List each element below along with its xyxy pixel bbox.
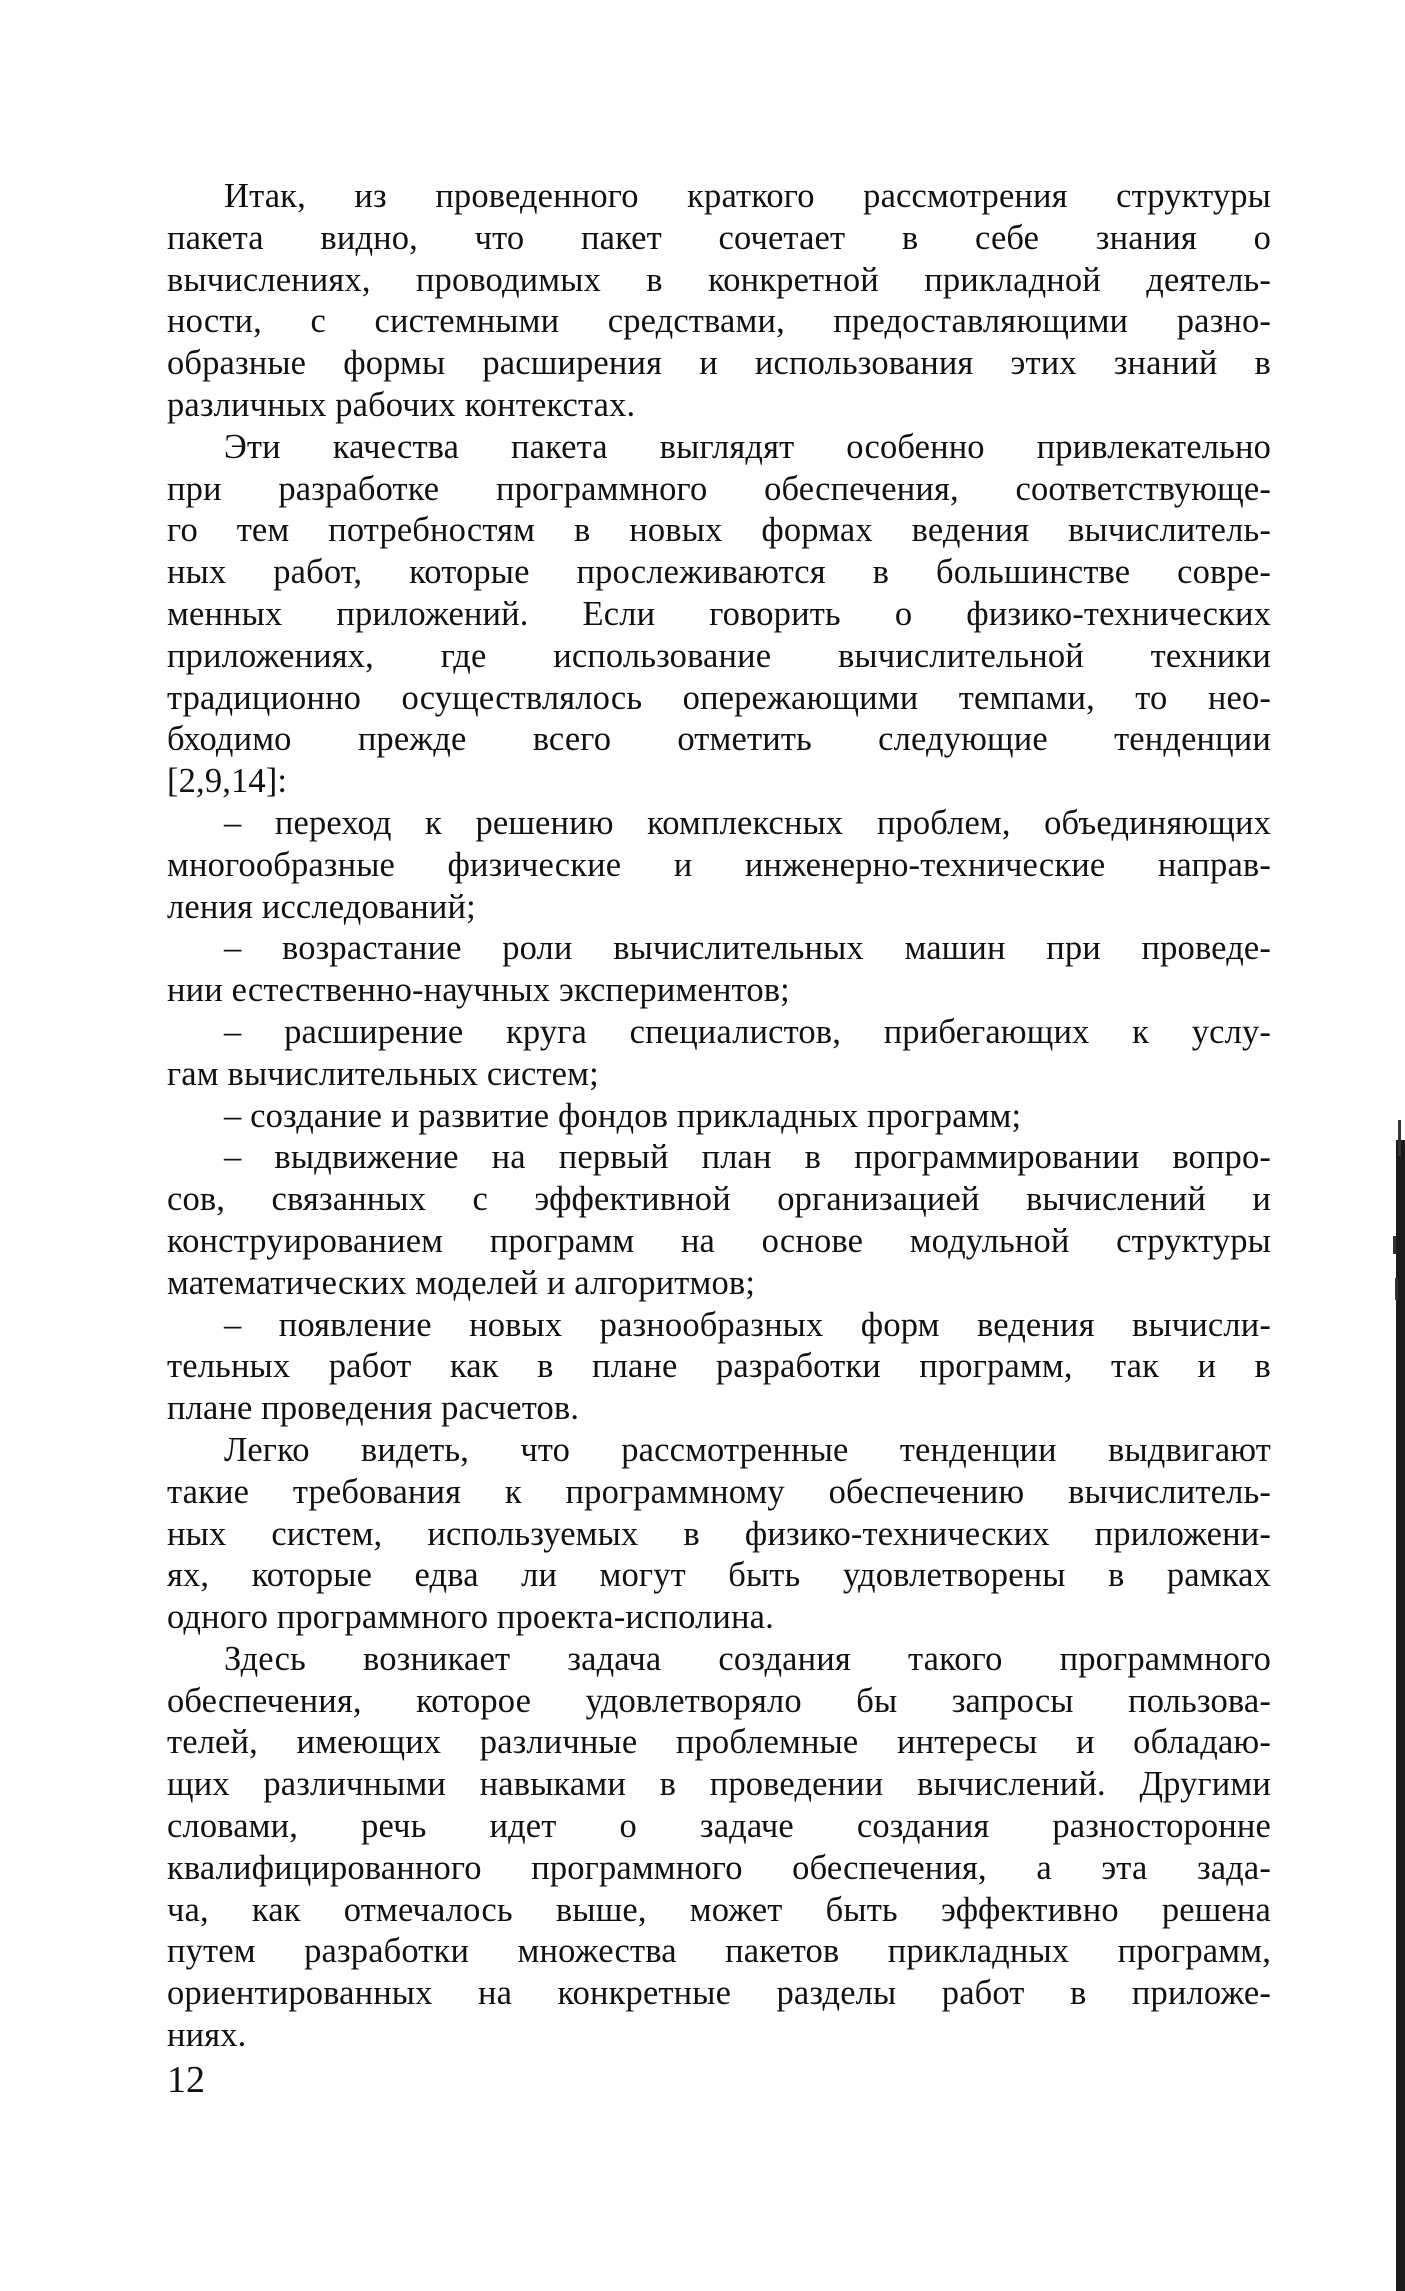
list-item-line: сов, связанных с эффективной организацией вычислений и: [167, 1180, 1271, 1219]
text-line: словами, речь идет о задаче создания разносторонне: [167, 1807, 1271, 1846]
text-line: различных рабочих контекстах.: [167, 385, 636, 424]
text-line: квалифицированного программного обеспечения, а эта зада-: [167, 1848, 1271, 1887]
text-line: ных работ, которые прослеживаются в большинстве совре-: [167, 553, 1271, 592]
text-line: одного программного проекта-исполина.: [167, 1598, 774, 1637]
list-item-line: – появление новых разнообразных форм ведения вычисли-: [224, 1305, 1271, 1344]
text-line: Итак, из проведенного краткого рассмотрения структуры: [224, 177, 1271, 215]
body-text: [167, 176, 1271, 2057]
list-item-line: конструированием программ на основе модульной структуры: [167, 1221, 1271, 1260]
list-item-line: тельных работ как в плане разработки программ, так и в: [167, 1347, 1271, 1386]
scan-edge-shadow: [1396, 1140, 1405, 2291]
list-item-line: математических моделей и алгоритмов;: [167, 1263, 756, 1302]
text-line: при разработке программного обеспечения, соответствующе-: [167, 469, 1271, 508]
text-line: приложениях, где использование вычислительной техники: [167, 636, 1271, 675]
list-item-line: – переход к решению комплексных проблем, объединяющих: [224, 803, 1271, 842]
text-line: такие требования к программному обеспечению вычислитель-: [167, 1472, 1271, 1511]
list-item-line: нии естественно-научных экспериментов;: [167, 971, 790, 1010]
text-line: щих различными навыками в проведении вычислений. Другими: [167, 1765, 1271, 1804]
text-line: обеспечения, которое удовлетворяло бы запросы пользова-: [167, 1681, 1271, 1720]
list-item-line: ления исследований;: [167, 887, 476, 926]
text-line: ниях.: [167, 2016, 247, 2055]
text-line: бходимо прежде всего отметить следующие тенденции: [167, 720, 1271, 759]
text-line: Эти качества пакета выглядят особенно привлекательно: [224, 427, 1271, 466]
text-line: путем разработки множества пакетов прикладных программ,: [167, 1932, 1271, 1971]
list-item-line: – возрастание роли вычислительных машин при проведе-: [224, 929, 1271, 968]
page-number: 12: [167, 2059, 205, 2101]
scan-artifact: [1393, 1236, 1396, 1254]
list-item-line: гам вычислительных систем;: [167, 1054, 599, 1093]
list-item-line: – создание и развитие фондов прикладных программ;: [224, 1096, 1022, 1135]
text-line: ча, как отмечалось выше, может быть эффективно решена: [167, 1890, 1271, 1929]
text-line: вычислениях, проводимых в конкретной прикладной деятель-: [167, 260, 1271, 299]
list-item-line: плане проведения расчетов.: [167, 1389, 580, 1428]
text-line: го тем потребностям в новых формах ведения вычислитель-: [167, 511, 1271, 550]
list-item-line: – выдвижение на первый план в программировании вопро-: [224, 1138, 1271, 1177]
list-item-line: – расширение круга специалистов, прибегающих к услу-: [224, 1012, 1271, 1051]
text-line: телей, имеющих различные проблемные интересы и обладаю-: [167, 1723, 1271, 1762]
list-item-line: многообразные физические и инженерно-технические направ-: [167, 845, 1271, 884]
text-line: [2,9,14]:: [167, 762, 288, 801]
text-line: ях, которые едва ли могут быть удовлетворены в рамках: [167, 1556, 1271, 1595]
text-line: менных приложений. Если говорить о физико-технических: [167, 594, 1271, 633]
text-line: ориентированных на конкретные разделы работ в приложе-: [167, 1974, 1271, 2013]
scan-artifact: [1395, 1278, 1398, 1300]
text-line: Здесь возникает задача создания такого программного: [224, 1639, 1271, 1678]
text-line: ных систем, используемых в физико-технических приложени-: [167, 1514, 1271, 1553]
text-line: Легко видеть, что рассмотренные тенденции выдвигают: [224, 1430, 1271, 1469]
text-line: ности, с системными средствами, предоставляющими разно-: [167, 302, 1271, 341]
text-line: пакета видно, что пакет сочетает в себе знания о: [167, 218, 1271, 257]
text-line: традиционно осуществлялось опережающими темпами, то нео-: [167, 678, 1271, 717]
scan-artifact: [1398, 1120, 1401, 1156]
text-line: образные формы расширения и использования этих знаний в: [167, 344, 1271, 383]
